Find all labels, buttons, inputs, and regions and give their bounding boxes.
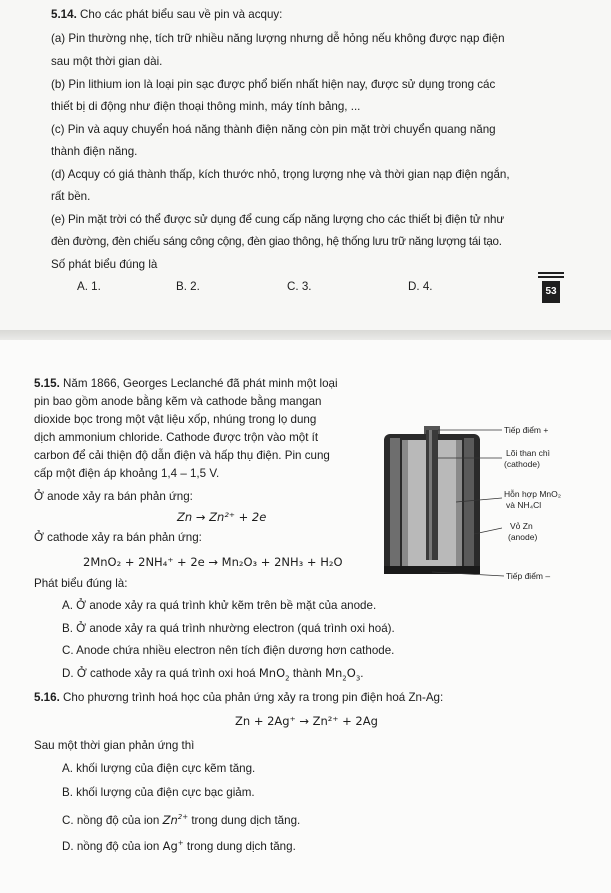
q514-statement-c-line1: (c) Pin và aquy chuyển hoá năng thành điện năng còn pin mặt trời chuyển quang năng <box>51 123 496 136</box>
label-negative-terminal: Tiếp điểm – <box>506 571 551 581</box>
q516-option-b: B. khối lượng của điện cực bạc giảm. <box>62 786 255 799</box>
q515-option-d-text: D. Ở cathode xảy ra quá trình oxi hoá <box>62 667 256 680</box>
q514-statement-e-line2: đèn đường, đèn chiếu sáng công cộng, đèn giao thông, hệ thống lưu trữ năng lượng tái tạo. <box>51 235 502 248</box>
carbon-rod-highlight <box>429 430 432 560</box>
q514-stem: Cho các phát biểu sau về pin và acquy: <box>80 8 283 21</box>
label-graphite-rod: Lõi than chì <box>506 448 550 458</box>
q515-prompt: Phát biểu đúng là: <box>34 577 128 590</box>
q514-option-d: D. 4. <box>408 280 433 293</box>
q514-prompt: Số phát biểu đúng là <box>51 258 158 271</box>
label-zinc-case: Vỏ Zn <box>510 521 533 531</box>
q514-title <box>51 8 282 22</box>
q515-cathode-equation: 2MnO₂ + 2NH₄⁺ + 2e → Mn₂O₃ + 2NH₃ + H₂O <box>83 555 343 569</box>
q516-option-d: D. nồng độ của ion Ag+ trong dung dịch tăng. <box>62 838 296 853</box>
q516-option-c: C. nồng độ của ion $Zn^{2+}$ trong dung dịch tăng. <box>62 812 301 827</box>
q514-option-c: C. 3. <box>287 280 312 293</box>
label-mno2-mix: Hỗn hợp MnO₂ <box>504 489 562 499</box>
q514-statement-e-line1: (e) Pin mặt trời có thể được sử dụng để cung cấp năng lượng cho các thiết bị điện tử như <box>51 213 505 226</box>
page-number-rule-1 <box>538 272 564 274</box>
q515-anode-intro: Ở anode xảy ra bán phản ứng: <box>34 490 193 503</box>
page-number-rule-2 <box>538 276 564 278</box>
q514-statement-b-line2: thiết bị di động như điện thoại thông minh, máy tính bảng, ... <box>51 100 361 113</box>
q515-line2: pin bao gồm anode bằng kẽm và cathode bằng mangan <box>34 395 322 408</box>
q516-option-a: A. khối lượng của điện cực kẽm tăng. <box>62 762 256 775</box>
q514-option-b: B. 2. <box>176 280 200 293</box>
label-positive-terminal: Tiếp điểm + <box>504 425 549 435</box>
q516-title <box>34 691 443 705</box>
q516-prompt: Sau một thời gian phản ứng thì <box>34 739 195 752</box>
label-anode: (anode) <box>508 532 538 542</box>
q515-number: 5.15. <box>34 377 60 390</box>
q514-statement-d-line2: rất bền. <box>51 190 91 203</box>
q515-option-d-mid: thành <box>292 667 322 680</box>
q515-option-d: D. Ở cathode xảy ra quá trình oxi hoá MnO$_2$ thành $Mn_2O_3$. <box>62 666 364 683</box>
q515-anode-equation: Zn → Zn²⁺ + 2e <box>177 510 267 524</box>
q514-statement-c-line2: thành điện năng. <box>51 145 138 158</box>
q515-text-1: Năm 1866, Georges Leclanché đã phát minh một loại <box>63 377 338 390</box>
q515-line3: dioxide bọc trong một vật liệu xốp, nhúng trong lọ dung <box>34 413 317 426</box>
q515-line5: carbon để cải thiện độ dẫn điện và hấp thụ điện. Pin cung <box>34 449 330 462</box>
q515-option-a: A. Ở anode xảy ra quá trình khử kẽm trên bề mặt của anode. <box>62 599 377 612</box>
q514-statement-a-line1: (a) Pin thường nhẹ, tích trữ nhiều năng lượng nhưng dễ hỏng nếu không được nạp điện <box>51 32 505 45</box>
q516-stem: Cho phương trình hoá học của phản ứng xảy ra trong pin điện hoá Zn-Ag: <box>63 691 444 704</box>
q515-option-b: B. Ở anode xảy ra quá trình nhường electron (quá trình oxi hoá). <box>62 622 395 635</box>
q516-option-d-post: trong dung dịch tăng. <box>186 839 296 853</box>
q514-statement-b-line1: (b) Pin lithium ion là loại pin sạc được phổ biến nhất hiện nay, được sử dụng trong các <box>51 78 496 91</box>
q516-option-c-pre: C. nồng độ của ion <box>62 813 160 827</box>
q516-option-c-post: trong dung dịch tăng. <box>191 813 301 827</box>
q515-option-c: C. Anode chứa nhiều electron nên tích điện dương hơn cathode. <box>62 644 395 657</box>
casing-highlight-right <box>464 438 474 568</box>
q515-cathode-intro: Ở cathode xảy ra bán phản ứng: <box>34 531 202 544</box>
q515-line1 <box>34 377 338 391</box>
page-number: 53 <box>542 281 560 303</box>
casing-highlight-left <box>390 438 400 568</box>
q516-equation: Zn + 2Ag⁺ → Zn²⁺ + 2Ag <box>235 714 378 728</box>
q514-number: 5.14. <box>51 8 77 21</box>
q515-line4: dịch ammonium chloride. Cathode được trộn vào một ít <box>34 431 319 444</box>
leclanche-cell-diagram <box>372 398 602 584</box>
q515-line6: cấp một điện áp khoảng 1,4 – 1,5 V. <box>34 467 220 480</box>
q514-statement-a-line2: sau một thời gian dài. <box>51 55 163 68</box>
label-cathode: (cathode) <box>504 459 540 469</box>
q516-number: 5.16. <box>34 691 60 704</box>
q516-option-d-pre: D. nồng độ của ion <box>62 839 160 853</box>
q514-statement-d-line1: (d) Acquy có giá thành thấp, kích thước nhỏ, trọng lượng nhẹ và thời gian nạp điện ngắn, <box>51 168 510 181</box>
casing-bottom <box>384 566 480 574</box>
label-nh4cl: và NH₄Cl <box>506 500 542 510</box>
q514-option-a: A. 1. <box>77 280 101 293</box>
